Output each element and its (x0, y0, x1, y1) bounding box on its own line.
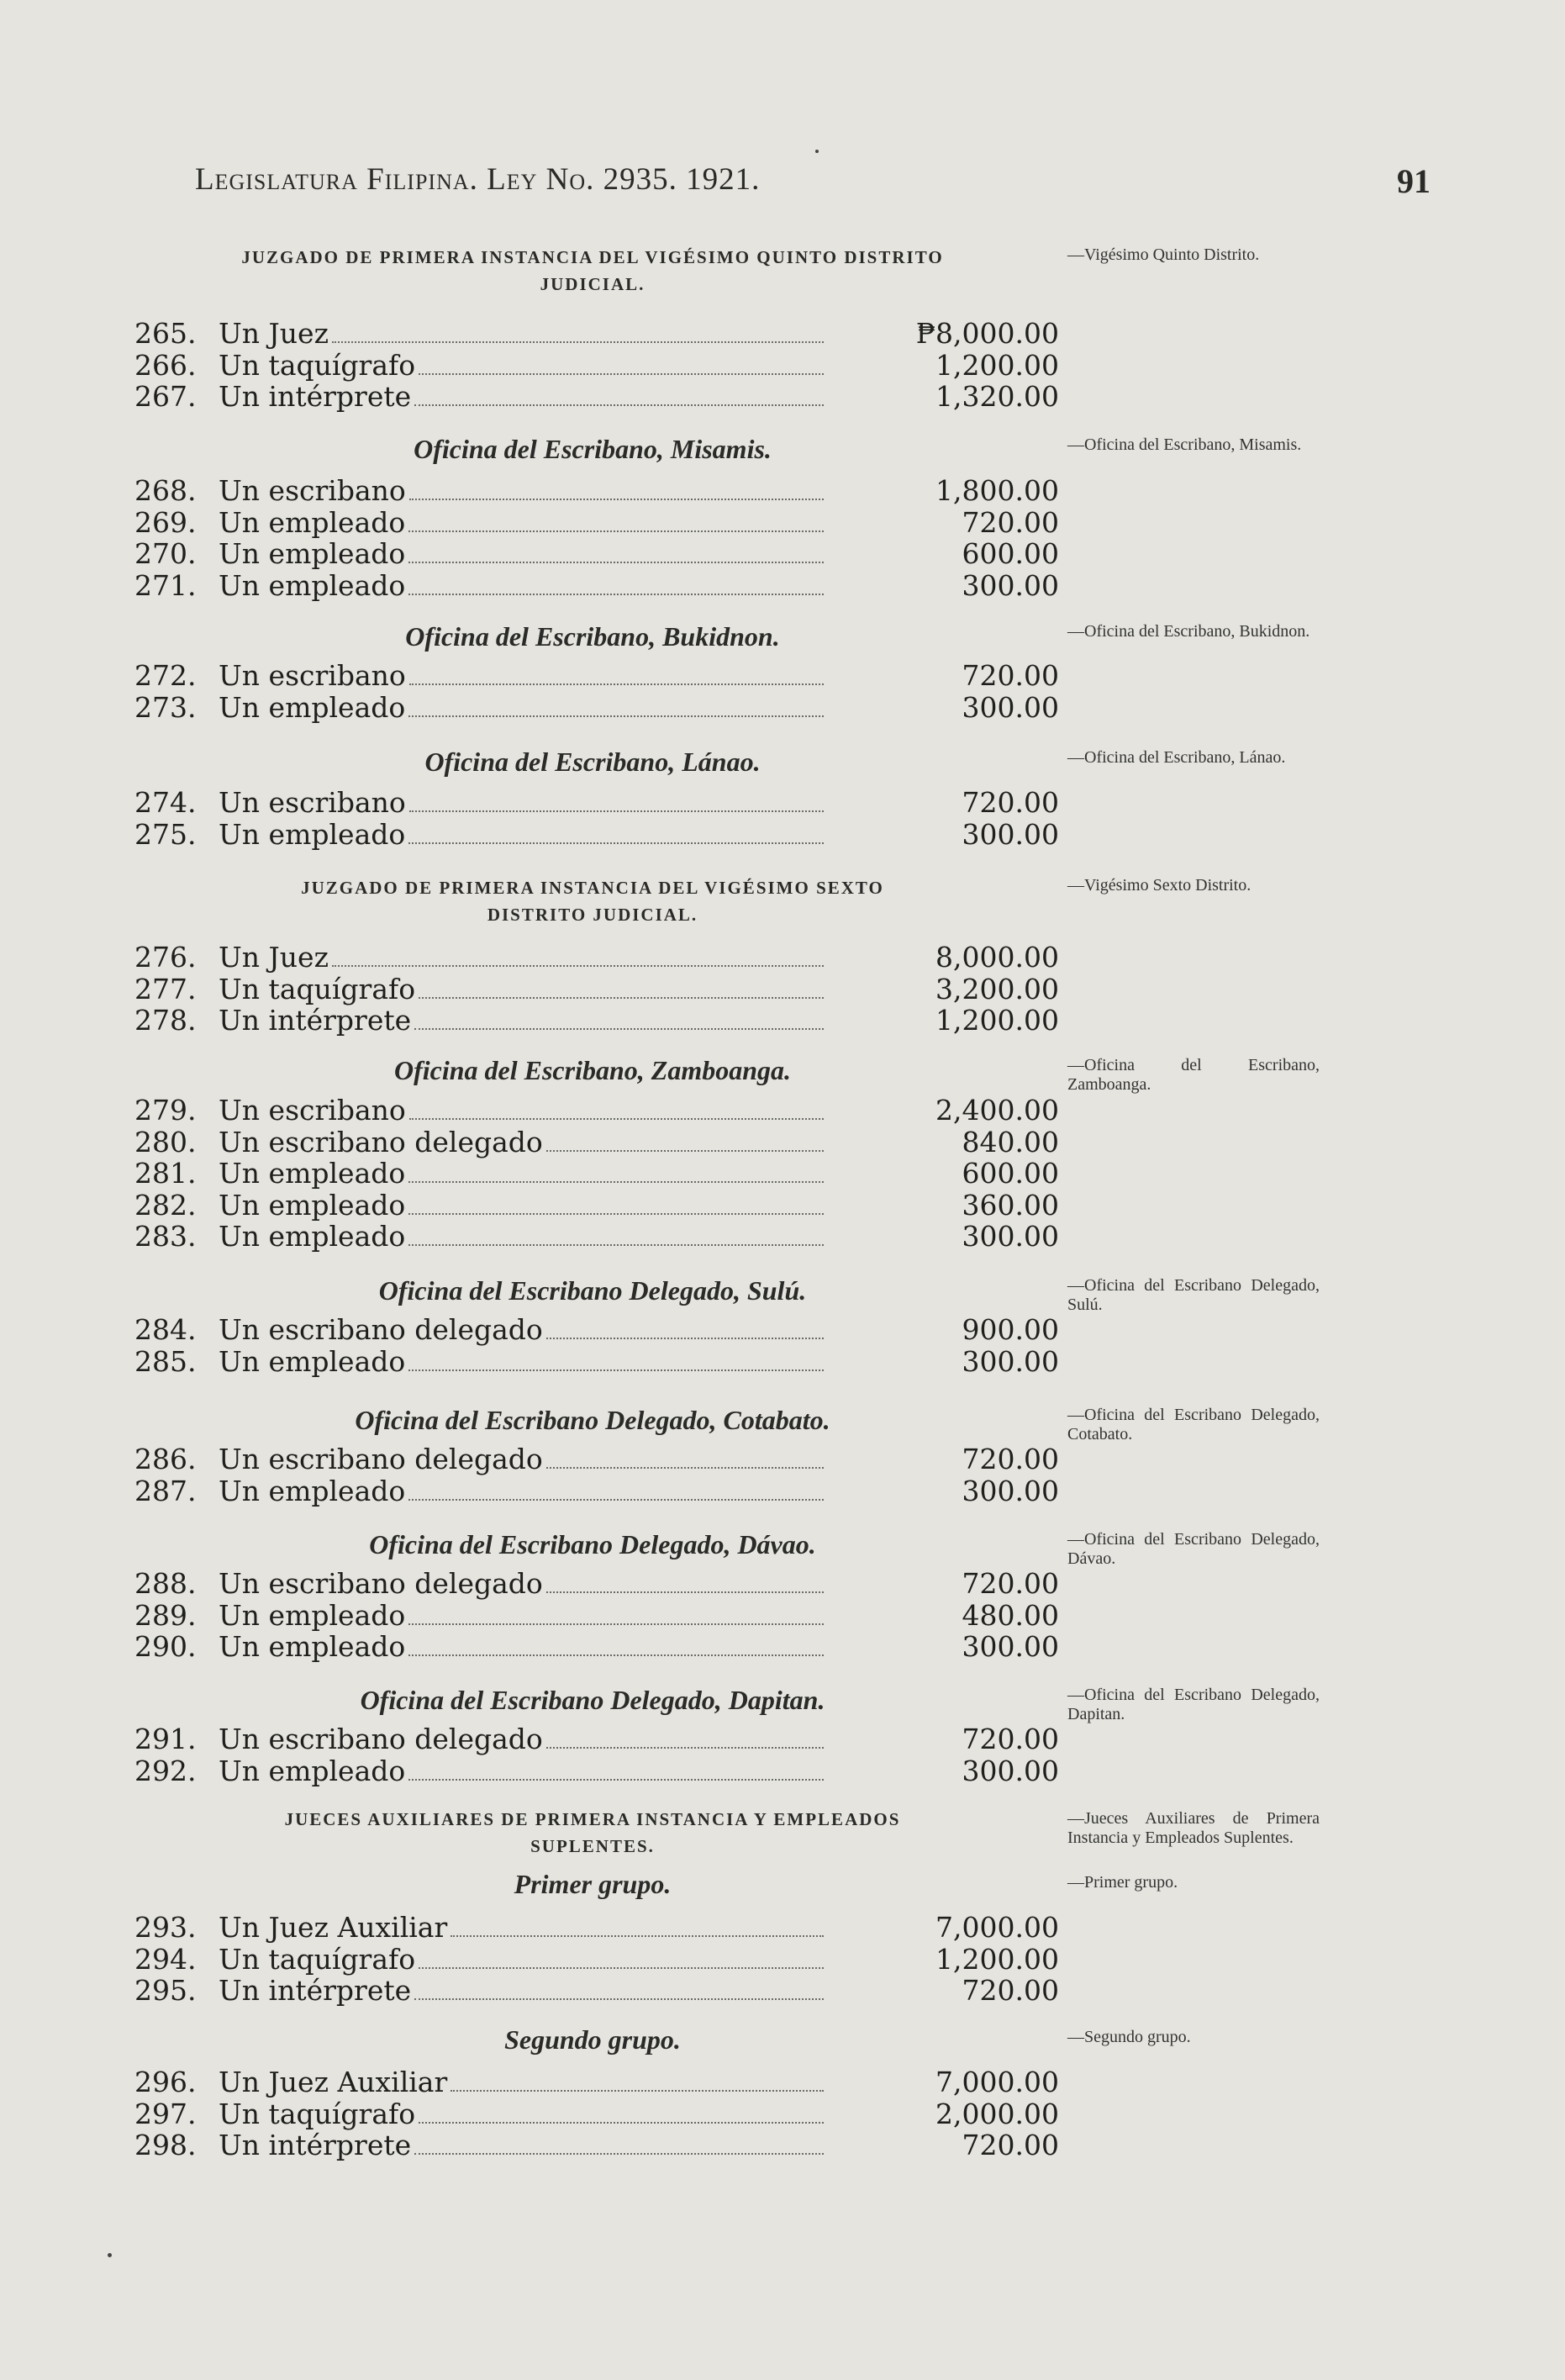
entry-number: 290. (134, 1630, 197, 1663)
dot-leader (419, 2120, 824, 2124)
entry-number: 289. (134, 1598, 197, 1632)
entry-amount: 300.00 (962, 1630, 1059, 1663)
entry-position: Un escribano delegado (219, 1443, 543, 1475)
dot-leader (408, 1497, 824, 1501)
section-heading-line: DISTRITO JUDICIAL. (487, 905, 698, 925)
entry-number: 293. (134, 1911, 197, 1944)
margin-note: —Oficina del Escribano Delegado, Dávao. (1067, 1530, 1320, 1568)
entry-amount: 1,200.00 (935, 1942, 1059, 1976)
entry-position: Un empleado (219, 1220, 406, 1253)
table-row (134, 1443, 1059, 1475)
entry-amount: 7,000.00 (935, 1911, 1059, 1944)
entry-position: Un empleado (219, 817, 406, 851)
entry-position: Un intérprete (219, 380, 412, 413)
office-subheading: Oficina del Escribano Delegado, Sulú. (378, 1275, 807, 1306)
table-row (134, 1723, 1059, 1755)
entry-position: Un Juez Auxiliar (219, 2066, 448, 2098)
entry-amount: 2,000.00 (935, 2097, 1059, 2130)
margin-note: —Jueces Auxiliares de Primera Instancia y Empleados Suplentes. (1067, 1809, 1320, 1847)
margin-note: —Oficina del Escribano Delegado, Dapitan. (1067, 1686, 1320, 1723)
dot-leader (332, 340, 824, 343)
table-row (134, 2098, 1059, 2130)
table-row (134, 538, 1059, 570)
entry-position: Un taquígrafo (219, 348, 416, 382)
margin-note: —Oficina del Escribano, Lánao. (1067, 748, 1286, 767)
dot-leader (414, 2151, 824, 2155)
entry-position: Un empleado (219, 1188, 406, 1222)
margin-note: —Oficina del Escribano, Misamis. (1067, 435, 1302, 454)
entry-position: Un empleado (219, 690, 406, 724)
table-row (134, 692, 1059, 724)
margin-note: —Oficina del Escribano Delegado, Cotabato. (1067, 1406, 1320, 1443)
office-subheading: Oficina del Escribano, Zamboanga. (393, 1055, 791, 1085)
office-subheading: Oficina del Escribano Delegado, Cotabato. (355, 1405, 830, 1435)
entry-position: Un empleado (219, 1598, 406, 1632)
entry-position: Un empleado (219, 505, 406, 539)
speck (815, 150, 819, 153)
table-row (134, 942, 1059, 974)
entry-position: Un escribano delegado (219, 1723, 543, 1755)
table-row (134, 507, 1059, 539)
entry-position: Un escribano delegado (219, 1313, 543, 1346)
dot-leader (546, 1465, 824, 1469)
table-row (134, 1158, 1059, 1190)
entry-amount: 360.00 (962, 1188, 1059, 1222)
entry-amount: 7,000.00 (935, 2066, 1059, 2098)
entry-position: Un intérprete (219, 1004, 412, 1037)
dot-leader (408, 1368, 824, 1371)
dot-leader (408, 1653, 824, 1656)
speck (108, 2253, 112, 2257)
table-row (134, 1975, 1059, 2007)
dot-leader (408, 592, 824, 595)
entry-amount: 1,200.00 (935, 1004, 1059, 1037)
entry-amount: 600.00 (962, 537, 1059, 570)
entry-amount: 720.00 (962, 1443, 1059, 1475)
margin-note: —Primer grupo. (1067, 1873, 1178, 1892)
entry-number: 276. (134, 941, 197, 974)
entry-amount: 720.00 (962, 1723, 1059, 1755)
table-row (134, 1755, 1059, 1787)
table-row (134, 2066, 1059, 2098)
dot-leader (408, 560, 824, 563)
entry-position: Un empleado (219, 537, 406, 570)
entry-number: 265. (134, 317, 197, 350)
entry-amount: 300.00 (962, 1474, 1059, 1507)
dot-leader (409, 809, 824, 812)
entry-amount: 1,320.00 (935, 380, 1059, 413)
office-subheading: Segundo grupo. (504, 2024, 681, 2055)
entry-number: 277. (134, 972, 197, 1005)
office-subheading: Oficina del Escribano, Lánao. (424, 747, 761, 777)
margin-note: —Oficina del Escribano Delegado, Sulú. (1067, 1276, 1320, 1314)
entry-number: 288. (134, 1567, 197, 1600)
entry-number: 272. (134, 659, 197, 692)
running-title: Legislatura Filipina. Ley No. 2935. 1921. (195, 162, 761, 197)
entry-position: Un empleado (219, 1754, 406, 1787)
section-heading-line: JUZGADO DE PRIMERA INSTANCIA DEL VIGÉSIMO QUINTO DISTRITO (241, 247, 944, 267)
table-row (134, 787, 1059, 819)
entry-position: Un Juez Auxiliar (219, 1911, 448, 1944)
table-row (134, 1631, 1059, 1663)
table-row (134, 1005, 1059, 1037)
entry-number: 280. (134, 1125, 197, 1158)
entry-amount: 300.00 (962, 1344, 1059, 1378)
entry-number: 274. (134, 786, 197, 819)
table-row (134, 819, 1059, 851)
dot-leader (408, 1243, 824, 1246)
dot-leader (408, 1179, 824, 1183)
dot-leader (419, 995, 824, 999)
entry-position: Un escribano (219, 1094, 406, 1127)
dot-leader (414, 1997, 824, 2000)
table-row (134, 1221, 1059, 1253)
entry-position: Un intérprete (219, 2129, 412, 2161)
entry-number: 283. (134, 1220, 197, 1253)
table-row (134, 1314, 1059, 1346)
table-row (134, 1095, 1059, 1127)
dot-leader (414, 1026, 824, 1030)
dot-leader (546, 1590, 824, 1593)
entry-position: Un escribano (219, 786, 406, 819)
entry-amount: 720.00 (962, 2129, 1059, 2161)
entry-number: 291. (134, 1723, 197, 1755)
table-row (134, 475, 1059, 507)
entry-number: 294. (134, 1942, 197, 1976)
dot-leader (451, 1934, 824, 1937)
page-number: 91 (1397, 162, 1431, 200)
entry-amount: 1,200.00 (935, 348, 1059, 382)
dot-leader (419, 1966, 824, 1969)
table-row (134, 350, 1059, 382)
dot-leader (408, 714, 824, 717)
table-row (134, 1475, 1059, 1507)
table-row (134, 1600, 1059, 1632)
entry-number: 278. (134, 1004, 197, 1037)
office-subheading: Oficina del Escribano Delegado, Dávao. (369, 1529, 816, 1559)
entry-position: Un taquígrafo (219, 972, 416, 1005)
section-heading-line: JUECES AUXILIARES DE PRIMERA INSTANCIA Y EMPLEADOS (284, 1809, 901, 1829)
entry-number: 270. (134, 537, 197, 570)
entry-number: 273. (134, 690, 197, 724)
dot-leader (546, 1336, 824, 1339)
entry-number: 287. (134, 1474, 197, 1507)
entry-position: Un taquígrafo (219, 2097, 416, 2130)
dot-leader (408, 529, 824, 532)
entry-amount: 720.00 (962, 659, 1059, 692)
office-subheading: Primer grupo. (514, 1869, 672, 1899)
table-row (134, 660, 1059, 692)
dot-leader (408, 1211, 824, 1215)
entry-amount: 1,800.00 (935, 474, 1059, 507)
table-row (134, 2129, 1059, 2161)
section-heading-line: JUZGADO DE PRIMERA INSTANCIA DEL VIGÉSIMO SEXTO (301, 878, 884, 898)
entry-number: 275. (134, 817, 197, 851)
entry-amount: 3,200.00 (935, 972, 1059, 1005)
table-row (134, 570, 1059, 602)
entry-amount: 300.00 (962, 568, 1059, 602)
margin-note: —Vigésimo Sexto Distrito. (1067, 876, 1251, 894)
entry-position: Un taquígrafo (219, 1942, 416, 1976)
dot-leader (408, 1777, 824, 1781)
dot-leader (409, 682, 824, 685)
entry-amount: ₱8,000.00 (915, 317, 1059, 350)
entry-number: 271. (134, 568, 197, 602)
dot-leader (546, 1148, 824, 1152)
entry-amount: 720.00 (962, 786, 1059, 819)
entry-position: Un empleado (219, 1344, 406, 1378)
entry-amount: 900.00 (962, 1313, 1059, 1346)
entry-number: 284. (134, 1313, 197, 1346)
entry-amount: 2,400.00 (935, 1094, 1059, 1127)
entry-position: Un empleado (219, 568, 406, 602)
table-row (134, 381, 1059, 413)
entry-position: Un escribano delegado (219, 1125, 543, 1158)
table-row (134, 1346, 1059, 1378)
entry-amount: 720.00 (962, 505, 1059, 539)
entry-number: 267. (134, 380, 197, 413)
dot-leader (409, 497, 824, 500)
running-header (195, 161, 1431, 212)
section-heading (126, 244, 1059, 298)
section-heading-line: JUDICIAL. (540, 274, 645, 294)
table-row (134, 318, 1059, 350)
dot-leader (419, 372, 824, 375)
section-heading-line: SUPLENTES. (530, 1836, 655, 1856)
entry-number: 281. (134, 1157, 197, 1190)
entry-amount: 480.00 (962, 1598, 1059, 1632)
entry-number: 279. (134, 1094, 197, 1127)
entry-number: 295. (134, 1974, 197, 2007)
entry-amount: 300.00 (962, 1754, 1059, 1787)
entry-number: 269. (134, 505, 197, 539)
entry-number: 285. (134, 1344, 197, 1378)
office-subheading: Oficina del Escribano Delegado, Dapitan. (360, 1685, 825, 1715)
margin-note: —Segundo grupo. (1067, 2028, 1191, 2046)
table-row (134, 1944, 1059, 1976)
table-row (134, 1190, 1059, 1222)
entry-position: Un Juez (219, 317, 329, 350)
section-heading (126, 1806, 1059, 1860)
entry-position: Un empleado (219, 1474, 406, 1507)
entry-position: Un escribano delegado (219, 1567, 543, 1600)
entry-number: 298. (134, 2129, 197, 2161)
entry-amount: 8,000.00 (935, 941, 1059, 974)
office-subheading: Oficina del Escribano, Bukidnon. (405, 621, 780, 652)
entry-position: Un escribano (219, 474, 406, 507)
table-row (134, 1127, 1059, 1158)
entry-amount: 600.00 (962, 1157, 1059, 1190)
entry-amount: 300.00 (962, 817, 1059, 851)
dot-leader (451, 2088, 824, 2092)
entry-position: Un intérprete (219, 1974, 412, 2007)
entry-amount: 300.00 (962, 1220, 1059, 1253)
entry-amount: 300.00 (962, 690, 1059, 724)
dot-leader (332, 963, 824, 967)
entry-amount: 720.00 (962, 1567, 1059, 1600)
table-row (134, 1912, 1059, 1944)
margin-note: —Vigésimo Quinto Distrito. (1067, 245, 1260, 264)
dot-leader (414, 403, 824, 406)
dot-leader (408, 841, 824, 844)
entry-number: 292. (134, 1754, 197, 1787)
dot-leader (546, 1745, 824, 1749)
entry-position: Un escribano (219, 659, 406, 692)
entry-amount: 720.00 (962, 1974, 1059, 2007)
entry-number: 266. (134, 348, 197, 382)
entry-position: Un empleado (219, 1157, 406, 1190)
entry-number: 296. (134, 2066, 197, 2098)
section-heading (126, 874, 1059, 928)
entry-number: 297. (134, 2097, 197, 2130)
table-row (134, 1568, 1059, 1600)
margin-note: —Oficina del Escribano, Bukidnon. (1067, 622, 1310, 641)
entry-position: Un Juez (219, 941, 329, 974)
entry-number: 282. (134, 1188, 197, 1222)
dot-leader (408, 1622, 824, 1625)
entry-number: 286. (134, 1443, 197, 1475)
dot-leader (409, 1116, 824, 1120)
entry-number: 268. (134, 474, 197, 507)
table-row (134, 974, 1059, 1005)
office-subheading: Oficina del Escribano, Misamis. (414, 434, 772, 464)
margin-note: —Oficina del Escribano, Zamboanga. (1067, 1056, 1320, 1094)
entry-position: Un empleado (219, 1630, 406, 1663)
entry-amount: 840.00 (962, 1125, 1059, 1158)
